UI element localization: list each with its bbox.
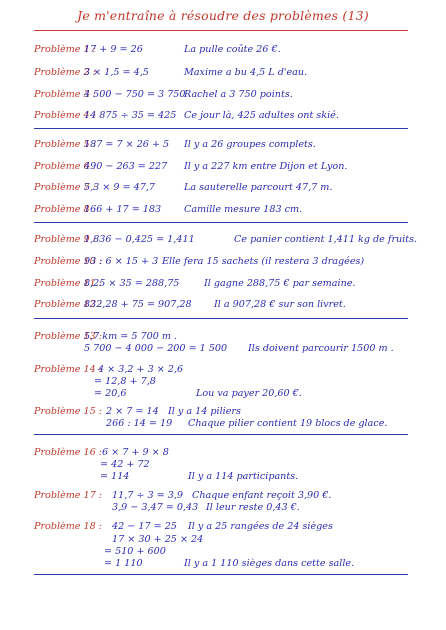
problem-label: Problème 13 : bbox=[34, 331, 103, 342]
problem-answer: Ce panier contient 1,411 kg de fruits. bbox=[234, 234, 418, 245]
problem-label: Problème 5 : bbox=[34, 139, 96, 150]
problem-calc: 11,7 ÷ 3 = 3,9 bbox=[112, 490, 183, 501]
problem-label: Problème 9 : bbox=[34, 234, 96, 245]
problem-answer: Maxime a bu 4,5 L d'eau. bbox=[184, 67, 308, 78]
problem-label: Problème 18 : bbox=[34, 521, 103, 532]
problem-answer: Il y a 25 rangées de 24 sièges bbox=[188, 521, 333, 532]
problem-calc: 3,9 − 3,47 = 0,43 bbox=[112, 502, 199, 513]
problem-answer: La sauterelle parcourt 47,7 m. bbox=[184, 182, 333, 193]
problem-calc: = 12,8 + 7,8 bbox=[94, 376, 156, 387]
problem-calc: 266 : 14 = 19 bbox=[106, 418, 173, 429]
problem-calc: 17 × 30 + 25 × 24 bbox=[112, 534, 204, 545]
problem-answer: Il y a 114 participants. bbox=[188, 471, 299, 482]
problem-calc: 3 × 1,5 = 4,5 bbox=[84, 67, 149, 78]
problem-calc: 2 × 7 = 14 bbox=[106, 406, 159, 417]
problem-label: Problème 17 : bbox=[34, 490, 103, 501]
problem-answer: Rachel a 3 750 points. bbox=[184, 89, 293, 100]
title-divider bbox=[34, 30, 408, 31]
problem-calc: 166 + 17 = 183 bbox=[84, 204, 162, 215]
problem-calc: = 1 110 bbox=[104, 558, 143, 569]
problem-label: Problème 3 : bbox=[34, 89, 96, 100]
problem-calc: 5 700 − 4 000 − 200 = 1 500 bbox=[84, 343, 228, 354]
problem-calc: 17 + 9 = 26 bbox=[84, 44, 143, 55]
page-title: Je m'entraîne à résoudre des problèmes (13) bbox=[77, 8, 369, 23]
section-divider bbox=[34, 222, 408, 223]
problem-answer: Ils doivent parcourir 1500 m . bbox=[248, 343, 394, 354]
problem-label: Problème 8 : bbox=[34, 204, 96, 215]
problem-label: Problème 7 : bbox=[34, 182, 96, 193]
problem-calc: 14 875 ÷ 35 = 425 bbox=[84, 110, 177, 121]
problem-answer: Il gagne 288,75 € par semaine. bbox=[204, 278, 356, 289]
problem-answer: Il y a 26 groupes complets. bbox=[184, 139, 316, 150]
problem-answer: Il leur reste 0,43 €. bbox=[206, 502, 300, 513]
problem-calc: 42 − 17 = 25 bbox=[112, 521, 177, 532]
problem-calc: 1,836 − 0,425 = 1,411 bbox=[84, 234, 195, 245]
problem-calc: 5,3 × 9 = 47,7 bbox=[84, 182, 155, 193]
problem-calc: 4 × 3,2 + 3 × 2,6 bbox=[98, 364, 184, 375]
problem-label: Problème 10 : bbox=[34, 256, 103, 267]
problem-label: Problème 16 : bbox=[34, 447, 103, 458]
problem-calc: = 510 + 600 bbox=[104, 546, 166, 557]
problem-answer: Chaque enfant reçoit 3,90 €. bbox=[192, 490, 332, 501]
problem-calc: 4 500 − 750 = 3 750 bbox=[84, 89, 186, 100]
problem-label: Problème 15 : bbox=[34, 406, 103, 417]
problem-answer: Lou va payer 20,60 €. bbox=[196, 388, 302, 399]
section-divider bbox=[34, 574, 408, 575]
problem-label: Problème 2 : bbox=[34, 67, 96, 78]
problem-label: Problème 11 : bbox=[34, 278, 103, 289]
problem-answer: Il a 907,28 € sur son livret. bbox=[214, 299, 346, 310]
problem-calc: = 42 + 72 bbox=[100, 459, 150, 470]
problem-answer: Il y a 227 km entre Dijon et Lyon. bbox=[184, 161, 348, 172]
problem-label: Problème 4 : bbox=[34, 110, 96, 121]
problem-calc: 5,7 km = 5 700 m . bbox=[84, 331, 178, 342]
problem-calc: 6 × 7 + 9 × 8 bbox=[102, 447, 169, 458]
problem-calc: 93 : 6 × 15 + 3 bbox=[84, 256, 159, 267]
problem-calc: = 114 bbox=[100, 471, 130, 482]
problem-calc: 832,28 + 75 = 907,28 bbox=[84, 299, 192, 310]
problem-answer: Ce jour là, 425 adultes ont skié. bbox=[184, 110, 339, 121]
problem-calc: = 20,6 bbox=[94, 388, 127, 399]
problem-answer: Il y a 1 110 sièges dans cette salle. bbox=[184, 558, 355, 569]
problem-calc: 8,25 × 35 = 288,75 bbox=[84, 278, 180, 289]
problem-label: Problème 6 : bbox=[34, 161, 96, 172]
problem-label: Problème 1 : bbox=[34, 44, 96, 55]
problem-calc: 187 = 7 × 26 + 5 bbox=[84, 139, 170, 150]
problem-answer: Il y a 14 piliers bbox=[168, 406, 241, 417]
problem-answer: La pulle coûte 26 €. bbox=[184, 44, 281, 55]
problem-answer: Elle fera 15 sachets (il restera 3 dragées) bbox=[162, 256, 365, 267]
problem-label: Problème 12 : bbox=[34, 299, 103, 310]
section-divider bbox=[34, 128, 408, 129]
section-divider bbox=[34, 434, 408, 435]
problem-answer: Chaque pilier contient 19 blocs de glace. bbox=[188, 418, 388, 429]
section-divider bbox=[34, 318, 408, 319]
problem-calc: 490 − 263 = 227 bbox=[84, 161, 168, 172]
problem-label: Problème 14 : bbox=[34, 364, 103, 375]
problem-answer: Camille mesure 183 cm. bbox=[184, 204, 303, 215]
